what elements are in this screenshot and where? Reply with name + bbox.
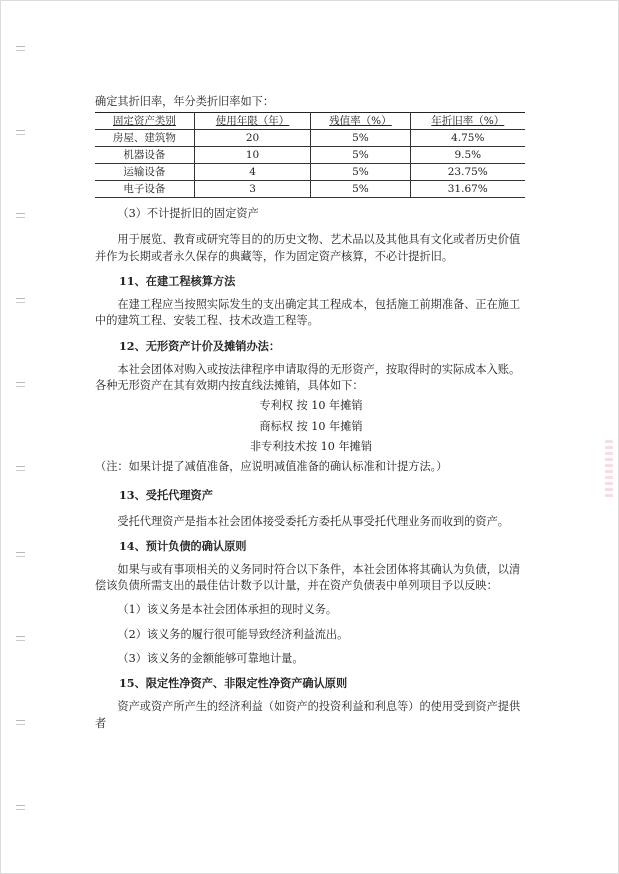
section-12-body: 本社会团体对购入或按法律程序申请取得的无形资产，按取得时的实际成本入账。各种无形资产在其有效期内按直线法摊销，具体如下：	[95, 362, 521, 393]
table-row	[95, 181, 525, 198]
list-item: （1）该义务是本社会团体承担的现时义务。	[117, 603, 338, 617]
table-cell: 9.5%	[410, 147, 525, 164]
table-cell: 5%	[311, 164, 410, 181]
binder-hole-mark	[16, 130, 25, 135]
table-cell: 电子设备	[95, 181, 194, 198]
table-cell: 5%	[311, 147, 410, 164]
header-residual-rate: 残值率（%）	[311, 113, 410, 130]
binder-hole-mark	[16, 382, 25, 387]
table-cell: 20	[194, 130, 311, 147]
table-cell: 3	[194, 181, 311, 198]
section-3-body: 用于展览、教育或研究等目的的历史文物、艺术品以及其他具有文化或者历史价值并作为长期或者永久保存的典藏等，作为固定资产核算，不必计提折旧。	[95, 233, 521, 263]
table-row	[95, 130, 525, 147]
binder-hole-mark	[16, 636, 25, 641]
table-cell: 23.75%	[410, 164, 525, 181]
table-cell: 10	[194, 147, 311, 164]
section-12-heading: 12、无形资产计价及摊销办法：	[119, 338, 281, 353]
binder-hole-mark	[16, 46, 25, 51]
table-cell: 5%	[311, 181, 410, 198]
amortization-item: 专利权 按 10 年摊销	[259, 399, 363, 413]
table-cell: 31.67%	[410, 181, 525, 198]
amortization-item: 商标权 按 10 年摊销	[259, 419, 363, 433]
depreciation-table	[95, 112, 525, 198]
list-item: （2）该义务的履行很可能导致经济利益流出。	[117, 627, 349, 641]
section-12-note: （注：如果计提了减值准备，应说明减值准备的确认标准和计提方法。）	[95, 460, 448, 474]
table-row	[95, 147, 525, 164]
section-13-body: 受托代理资产是指本社会团体接受委托方委托从事受托代理业务而收到的资产。	[117, 514, 509, 528]
seal-edge-mark	[605, 440, 613, 500]
table-cell: 4	[194, 164, 311, 181]
binder-hole-mark	[16, 552, 25, 557]
table-cell: 运输设备	[95, 164, 194, 181]
section-15-body: 资产或资产所产生的经济利益（如资产的投资利益和利息等）的使用受到资产提供者	[95, 700, 521, 730]
section-14-body: 如果与或有事项相关的义务同时符合以下条件，本社会团体将其确认为负债，以清偿该负债所需支出的最佳估计数予以计量，并在资产负债表中单列项目予以反映：	[95, 562, 521, 593]
header-asset-category: 固定资产类别	[95, 113, 194, 130]
table-row	[95, 164, 525, 181]
header-annual-rate: 年折旧率（%）	[410, 113, 525, 130]
header-useful-life: 使用年限（年）	[194, 113, 311, 130]
binder-hole-mark	[16, 805, 25, 810]
binder-hole-mark	[16, 298, 25, 303]
section-11-heading: 11、在建工程核算方法	[119, 273, 236, 288]
amortization-item: 非专利技术按 10 年摊销	[249, 439, 373, 453]
table-cell: 机器设备	[95, 147, 194, 164]
section-3-title: （3）不计提折旧的固定资产	[117, 207, 259, 221]
list-item: （3）该义务的金额能够可靠地计量。	[117, 651, 304, 665]
binder-hole-mark	[16, 213, 25, 218]
binder-hole-mark	[16, 720, 25, 725]
section-13-heading: 13、受托代理资产	[119, 488, 213, 503]
binder-hole-mark	[16, 466, 25, 471]
table-header-row	[95, 113, 525, 130]
section-14-heading: 14、预计负债的确认原则	[119, 538, 247, 553]
table-cell: 5%	[311, 130, 410, 147]
table-cell: 房屋、建筑物	[95, 130, 194, 147]
document-body	[95, 94, 527, 732]
table-intro: 确定其折旧率，年分类折旧率如下：	[95, 95, 275, 108]
section-11-body: 在建工程应当按照实际发生的支出确定其工程成本，包括施工前期准备、正在施工中的建筑工程、安装工程、技术改造工程等。	[95, 298, 521, 328]
table-cell: 4.75%	[410, 130, 525, 147]
section-15-heading: 15、限定性净资产、非限定性净资产确认原则	[119, 676, 348, 691]
